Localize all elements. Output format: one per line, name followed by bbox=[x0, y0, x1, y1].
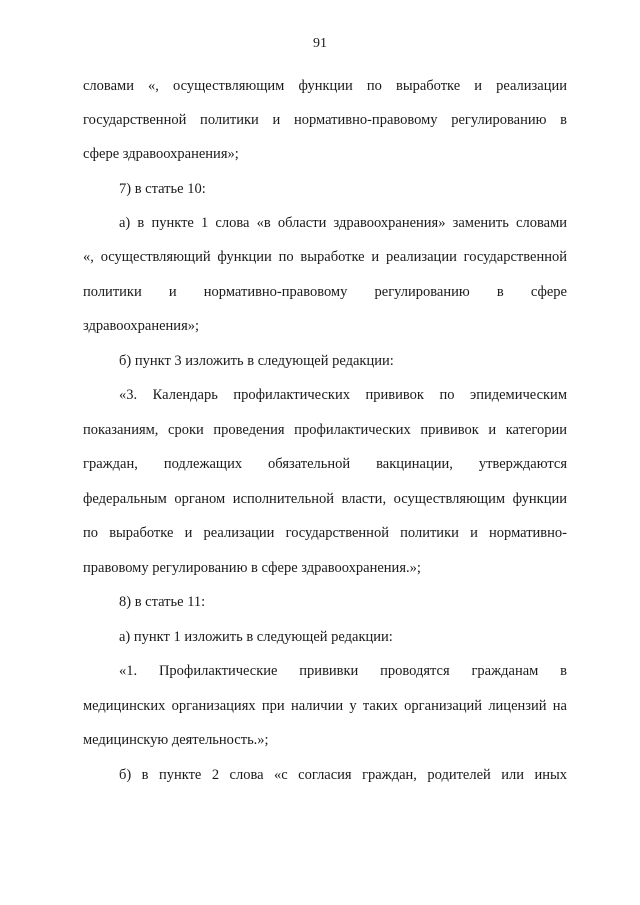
text-line: «1. Профилактические прививки проводятся гражданам в bbox=[119, 663, 567, 679]
text-line: б) в пункте 2 слова «с согласия граждан, родителей или иных bbox=[119, 767, 567, 783]
text-line: а) в пункте 1 слова «в области здравоохранения» заменить словами bbox=[119, 215, 567, 231]
text-line: государственной политики и нормативно-правовому регулированию в bbox=[83, 112, 567, 128]
text-line: правовому регулированию в сфере здравоохранения.»; bbox=[83, 560, 421, 576]
text-line: политики и нормативно-правовому регулированию в сфере bbox=[83, 284, 567, 300]
text-line: «3. Календарь профилактических прививок по эпидемическим bbox=[119, 387, 567, 403]
text-line: а) пункт 1 изложить в следующей редакции: bbox=[119, 629, 393, 645]
text-line: сфере здравоохранения»; bbox=[83, 146, 239, 162]
page-number: 91 bbox=[313, 36, 327, 51]
text-line: по выработке и реализации государственной политики и нормативно- bbox=[83, 525, 567, 541]
text-line: медицинских организациях при наличии у таких организаций лицензий на bbox=[83, 698, 567, 714]
text-line: б) пункт 3 изложить в следующей редакции: bbox=[119, 353, 394, 369]
text-line: медицинскую деятельность.»; bbox=[83, 732, 269, 748]
text-line: словами «, осуществляющим функции по выработке и реализации bbox=[83, 78, 567, 94]
text-line: 7) в статье 10: bbox=[119, 181, 206, 197]
text-line: 8) в статье 11: bbox=[119, 594, 206, 610]
text-line: федеральным органом исполнительной власти, осуществляющим функции bbox=[83, 491, 567, 507]
text-line: «, осуществляющий функции по выработке и реализации государственной bbox=[83, 249, 567, 265]
text-line: показаниям, сроки проведения профилактических прививок и категории bbox=[83, 422, 567, 438]
text-line: граждан, подлежащих обязательной вакцинации, утверждаются bbox=[83, 456, 567, 472]
text-line: здравоохранения»; bbox=[83, 318, 200, 334]
